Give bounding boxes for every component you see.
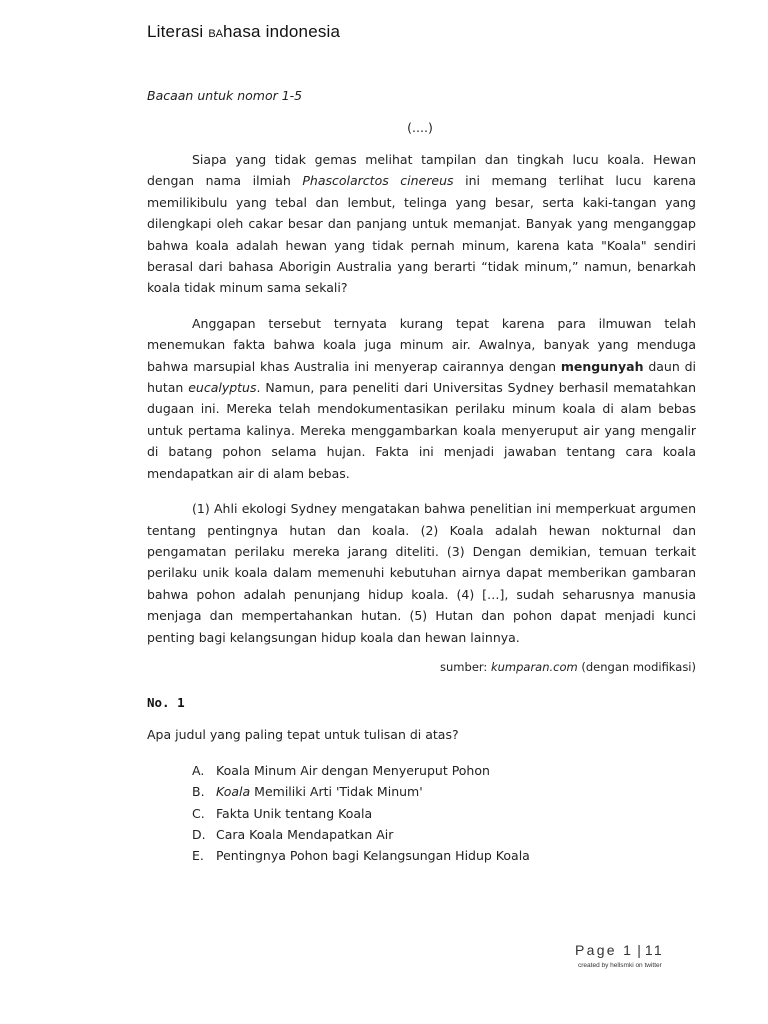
option-e (192, 845, 530, 866)
source-suffix: (dengan modifikasi) (577, 660, 696, 674)
option-c (192, 803, 530, 824)
paragraph-1 (147, 149, 696, 299)
reading-label: Bacaan untuk nomor 1-5 (147, 88, 303, 103)
page-label: Page 1 (575, 942, 634, 958)
paragraph-text: daun di hutan (147, 358, 697, 396)
source-citation (440, 660, 696, 674)
option-text: Cara Koala Mendapatkan Air (216, 826, 394, 842)
page-total: 11 (644, 942, 664, 958)
option-a (192, 760, 530, 781)
answer-options (192, 760, 530, 866)
option-letter: E. (192, 848, 204, 864)
option-letter: D. (192, 826, 206, 842)
footer-credit: created by hellsmki on twitter (578, 962, 662, 969)
passage-title: (....) (407, 120, 433, 135)
question-text: Apa judul yang paling tepat untuk tulisan di atas? (147, 727, 459, 742)
bold-term: mengunyah (560, 358, 644, 374)
document-header (147, 22, 340, 42)
option-text: Fakta Unik tentang Koala (216, 805, 373, 821)
paragraph-text: ini memang terlihat lucu karena memilikibulu yang tebal dan lembut, telinga yang besar, serta kaki-tangan yang dilengkapi oleh cakar besar dan panjang untuk memanjat. Banyak yang menganggap bahwa koala adalah hewan yang tidak pernah minum, karena kata "Koala" sendiri berasal dari bahasa Aborigin Australia yang berarti “tidak minum,” namun, benarkah koala tidak minum sama sekali? (147, 173, 696, 296)
option-italic-text: Koala (216, 784, 251, 800)
scientific-name: Phascolarctos cinereus (302, 173, 454, 189)
source-prefix: sumber: (440, 660, 491, 674)
page-separator: | (637, 942, 641, 958)
source-site: kumparan.com (490, 660, 578, 674)
option-letter: A. (192, 763, 205, 778)
question-number: No. 1 (147, 695, 185, 710)
option-b (192, 781, 530, 802)
paragraph-text: Anggapan tersebut ternyata kurang tepat karena para ilmuwan telah menemukan fakta bahwa koala juga minum air. Awalnya, banyak yang menduga bahwa marsupial khas Australia ini menyerap cairannya dengan (147, 315, 696, 374)
italic-term: eucalyptus (188, 380, 257, 396)
paragraph-3: (1) Ahli ekologi Sydney mengatakan bahwa penelitian ini memperkuat argumen tentang pentingnya hutan dan koala. (2) Koala adalah hewan nokturnal dan pengamatan perilaku mereka jarang diteliti. (3) Dengan demikian, temuan terkait perilaku unik koala dalam memenuhi kebutuhan airnya dapat memberikan gambaran bahwa pohon adalah penunjang hidup koala. (4) […], sudah seharusnya manusia menjaga dan mempertahankan hutan. (5) Hutan dan pohon dapat menjadi kunci penting bagi kelangsungan hidup koala dan hewan lainnya. (147, 501, 696, 645)
option-d (192, 824, 530, 845)
option-text: Pentingnya Pohon bagi Kelangsungan Hidup Koala (216, 848, 530, 864)
header-title-smallcaps: BA (208, 28, 224, 40)
paragraph-text: . Namun, para peneliti dari Universitas Sydney berhasil mematahkan dugaan ini. Mereka telah mendokumentasikan perilaku minum koala di alam bebas untuk pertama kalinya. Mereka menggambarkan koala menyeruput air yang mengalir di batang pohon selama hujan. Fakta ini menjadi jawaban tentang cara koala mendapatkan air di alam bebas. (147, 380, 697, 481)
option-letter: B. (192, 784, 205, 800)
paragraph-text: Siapa yang tidak gemas melihat tampilan dan tingkah lucu koala. Hewan dengan nama ilmiah (147, 152, 696, 189)
paragraph-2 (147, 313, 696, 484)
option-text: Memiliki Arti 'Tidak Minum' (250, 784, 423, 800)
page-number (575, 942, 664, 958)
option-letter: C. (192, 805, 205, 821)
reading-passage (147, 149, 696, 648)
header-title-part: Literasi (147, 22, 209, 41)
option-text: Koala Minum Air dengan Menyeruput Pohon (216, 763, 490, 778)
header-title-part: hasa indonesia (223, 22, 341, 41)
